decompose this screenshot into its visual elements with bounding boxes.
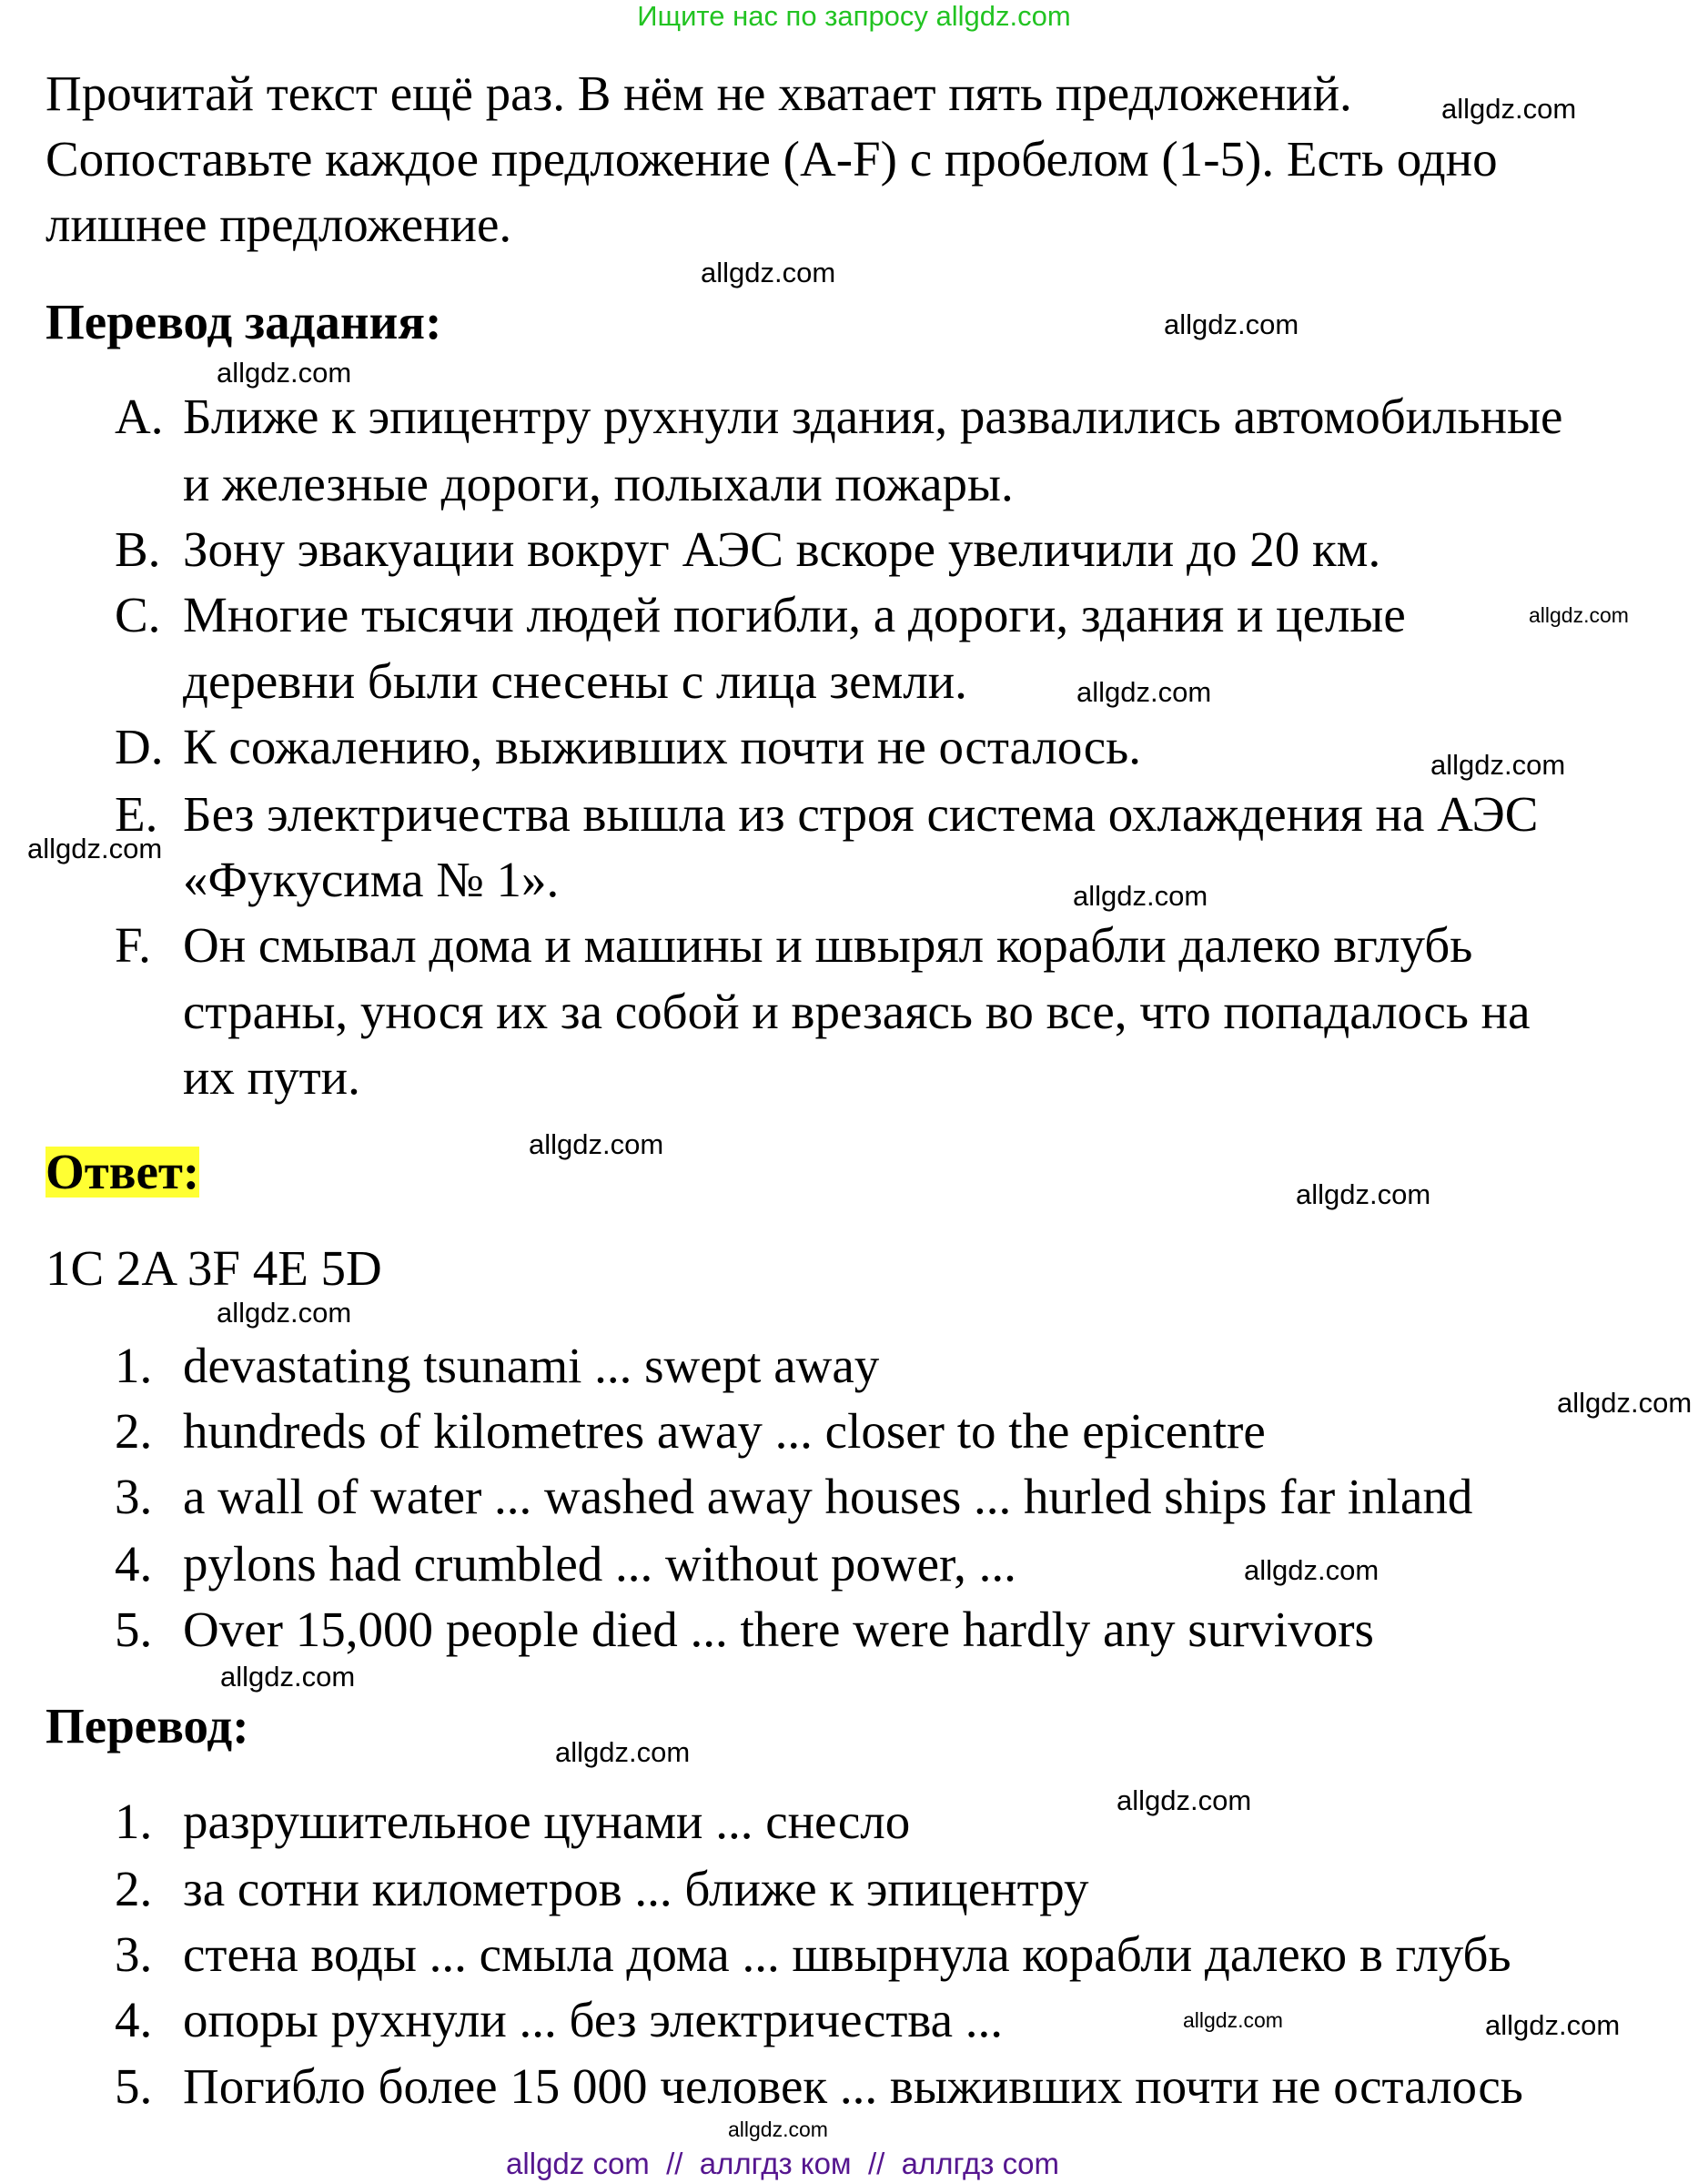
option-text: Без электричества вышла из строя система охлаждения на АЭС: [183, 786, 1539, 842]
option-letter: D.: [115, 719, 164, 774]
answer-heading: Ответ:: [45, 1144, 200, 1199]
watermark: allgdz.com: [1183, 2008, 1283, 2032]
watermark: allgdz.com: [1557, 1387, 1693, 1419]
option-text: Ближе к эпицентру рухнули здания, развалились автомобильные: [183, 389, 1563, 444]
option-text: деревни были снесены с лица земли.: [183, 653, 967, 709]
answer-item: hundreds of kilometres away ... closer to the epicentre: [183, 1403, 1266, 1459]
watermark: allgdz.com: [1073, 880, 1208, 912]
watermark: allgdz.com: [217, 1297, 352, 1329]
watermark: allgdz.com: [555, 1736, 691, 1768]
option-text: их пути.: [183, 1049, 360, 1105]
watermark: allgdz.com: [1244, 1554, 1380, 1586]
option-letter: C.: [115, 587, 161, 642]
translation-num: 4.: [115, 1992, 153, 2047]
translation-num: 1.: [115, 1794, 153, 1849]
translation-num: 5.: [115, 2058, 153, 2114]
answer-item: devastating tsunami ... swept away: [183, 1338, 880, 1393]
translation-num: 2.: [115, 1861, 153, 1916]
option-text: и железные дороги, полыхали пожары.: [183, 456, 1014, 511]
option-letter: F.: [115, 917, 151, 973]
watermark: allgdz.com: [1076, 676, 1212, 708]
translation-item: Погибло более 15 000 человек ... выживших почти не осталось: [183, 2058, 1523, 2114]
watermark: allgdz.com: [1485, 2009, 1621, 2041]
watermark: allgdz.com: [220, 1661, 356, 1693]
instruction-line: Прочитай текст ещё раз. В нём не хватает пять предложений.: [45, 66, 1352, 121]
translation-item: опоры рухнули ... без электричества ...: [183, 1992, 1004, 2047]
instruction-line: лишнее предложение.: [45, 197, 512, 252]
translation-item: за сотни километров ... ближе к эпицентру: [183, 1861, 1089, 1916]
watermark: allgdz.com: [1164, 308, 1299, 340]
watermark: allgdz.com: [1430, 749, 1566, 781]
task-translation-heading: Перевод задания:: [45, 294, 442, 349]
watermark: allgdz.com: [728, 2117, 828, 2141]
option-letter: B.: [115, 521, 161, 577]
translation-item: разрушительное цунами ... снесло: [183, 1794, 911, 1849]
watermark: allgdz.com: [27, 833, 163, 864]
answer-item: pylons had crumbled ... without power, ...: [183, 1536, 1016, 1592]
option-text: Он смывал дома и машины и швырял корабли далеко вглубь: [183, 917, 1473, 973]
answer-num: 1.: [115, 1338, 153, 1393]
footer-watermark: allgdz com // аллгдз ком // аллгдз com: [506, 2147, 1059, 2180]
option-text: Зону эвакуации вокруг АЭС вскоре увеличили до 20 км.: [183, 521, 1381, 577]
option-text: К сожалению, выживших почти не осталось.: [183, 719, 1141, 774]
answer-num: 5.: [115, 1602, 153, 1657]
answer-item: Over 15,000 people died ... there were hardly any survivors: [183, 1602, 1374, 1657]
translation-heading: Перевод:: [45, 1698, 249, 1753]
option-text: страны, унося их за собой и врезаясь во все, что попадалось на: [183, 984, 1531, 1039]
answer-key: 1C 2A 3F 4E 5D: [45, 1240, 382, 1296]
answer-item: a wall of water ... washed away houses ... hurled ships far inland: [183, 1469, 1473, 1524]
instruction-line: Сопоставьте каждое предложение (A-F) с пробелом (1-5). Есть одно: [45, 131, 1498, 187]
translation-item: стена воды ... смыла дома ... швырнула корабли далеко в глубь: [183, 1926, 1511, 1982]
option-text: Многие тысячи людей погибли, а дороги, здания и целые: [183, 587, 1406, 642]
answer-num: 2.: [115, 1403, 153, 1459]
watermark: allgdz.com: [1441, 93, 1577, 125]
watermark: allgdz.com: [1296, 1178, 1431, 1210]
option-letter: E.: [115, 786, 158, 842]
option-text: «Фукусима № 1».: [183, 852, 560, 907]
watermark: allgdz.com: [701, 257, 836, 288]
answer-num: 3.: [115, 1469, 153, 1524]
watermark: allgdz.com: [1117, 1784, 1252, 1816]
translation-num: 3.: [115, 1926, 153, 1982]
watermark: allgdz.com: [217, 357, 352, 389]
watermark: allgdz.com: [1529, 603, 1629, 627]
watermark: allgdz.com: [529, 1128, 664, 1160]
search-hint-header: Ищите нас по запросу allgdz.com: [637, 0, 1071, 32]
answer-num: 4.: [115, 1536, 153, 1592]
option-letter: A.: [115, 389, 164, 444]
